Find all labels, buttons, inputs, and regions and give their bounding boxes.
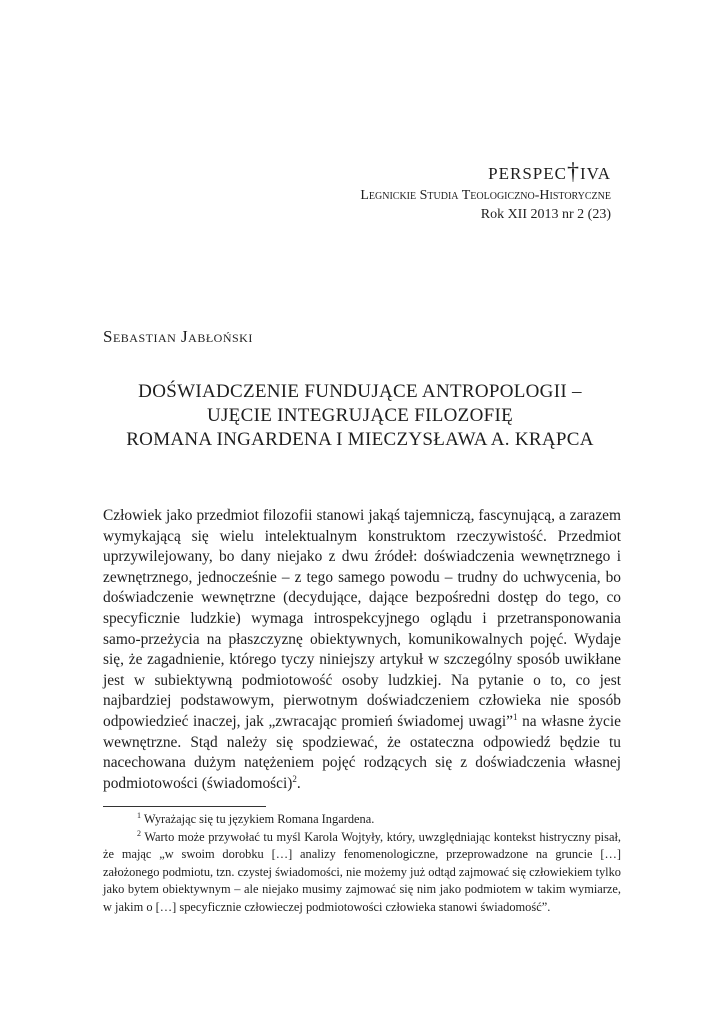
footnote-ref-2[interactable]: 2 xyxy=(292,773,297,784)
author-name: Sebastian Jabłoński xyxy=(103,327,253,346)
footnote-1 xyxy=(103,811,621,829)
journal-subtitle: Legnickie Studia Teologiczno-Historyczne xyxy=(360,188,611,203)
footnote-text: Wyrażając się tu językiem Romana Ingardena. xyxy=(141,812,375,826)
journal-issue: Rok XII 2013 nr 2 (23) xyxy=(480,207,611,222)
title-line-3: ROMANA INGARDENA I MIECZYSŁAWA A. KRĄPCA xyxy=(126,429,594,450)
body-text-part-2: na własne życie wewnętrzne. Stąd należy się spodziewać, że ostateczna odpowiedź będzie tu nacechowana dużym natężeniem pojęć rodzących się z doświadczenia własnej podmiotowości (świadomości) xyxy=(103,712,621,792)
body-paragraph xyxy=(103,506,621,794)
journal-header xyxy=(360,158,611,224)
article-title xyxy=(80,380,640,452)
footnote-2 xyxy=(103,829,621,917)
footnotes xyxy=(103,811,621,917)
footnote-divider xyxy=(103,806,266,807)
title-line-1: DOŚWIADCZENIE FUNDUJĄCE ANTROPOLOGII – xyxy=(138,381,582,402)
footnote-text: Warto może przywołać tu myśl Karola Wojtyły, który, uwzględniając kontekst histryczny pisał, że mając „w swoim dorobku […] analizy fenomenologiczne, przeprowadzone na gruncie […] założonego podmiotu, tzn. czystej świadomości, nie możemy już odtąd zajmować się człowiekiem tylko jako bytem obiektywnym – ale niejako musimy zajmować się nim jako podmiotem w takim wymiarze, w jakim o […] specyficznie człowieczej podmiotowości człowieka stanowi świadomość”. xyxy=(103,829,621,914)
footnote-ref-1[interactable]: 1 xyxy=(512,711,518,722)
footnote-number: 1 xyxy=(137,810,141,820)
body-text-part-3: . xyxy=(296,774,301,792)
body-text-part-1: Człowiek jako przedmiot filozofii stanowi jakąś tajemniczą, fascynującą, a zarazem wymykającą się wielu intelektualnym konstruktom rzeczywistość. Przedmiot uprzywilejowany, bo dany niejako z dwu źródeł: doświadczenia wewnętrznego i zewnętrznego, jednocześnie – z tego samego powodu – trudny do uchwycenia, bo doświadczenie wewnętrzne (decydujące, dające bezpośredni dostęp do tego, co specyficznie ludzkie) wymaga introspekcyjnego oglądu i przetransponowania samo-przeżycia na płaszczyznę obiektywnych, komunikowalnych pojęć. Wydaje się, że zagadnienie, którego tyczy niniejszy artykuł w szczególny sposób uwikłane jest w subiektywną podmiotowość osoby ludzkiej. Na pytanie o to, co jest najbardziej podstawowym, pierwotnym doświadczeniem człowieka nie sposób odpowiedzieć inaczej, jak „zwracając promień świadomej uwagi” xyxy=(103,507,621,730)
journal-name: perspec†iva xyxy=(488,159,611,185)
footnote-number: 2 xyxy=(137,828,141,838)
title-line-2: UJĘCIE INTEGRUJĄCE FILOZOFIĘ xyxy=(206,405,514,426)
